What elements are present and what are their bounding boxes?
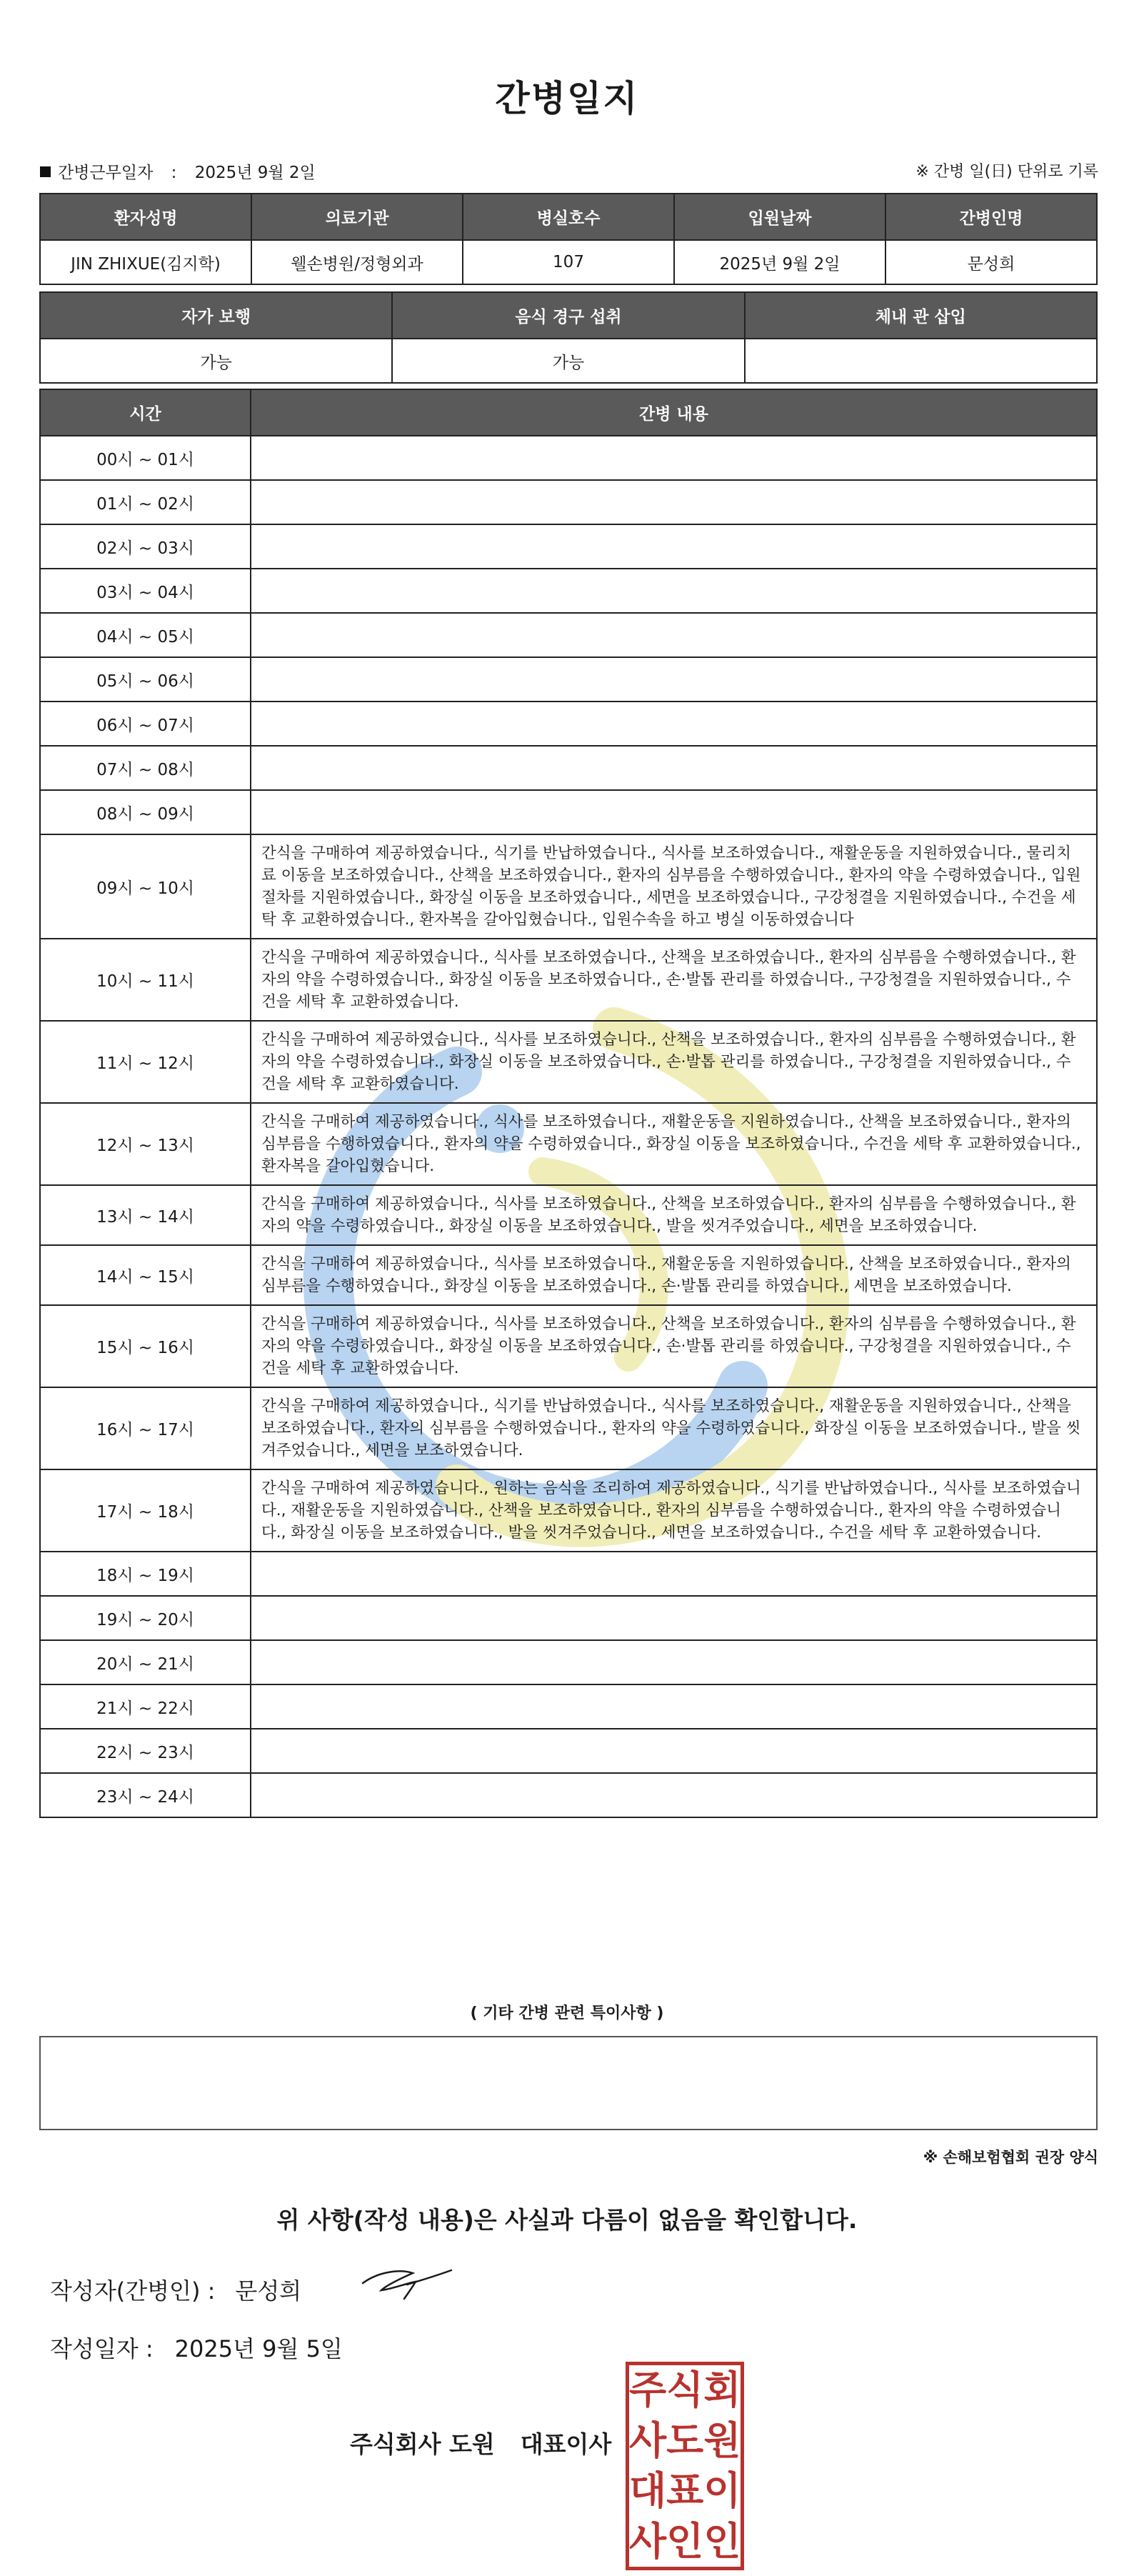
care-log-content: 간식을 구매하여 제공하였습니다., 식사를 보조하였습니다., 산책을 보조하였습니다., 환자의 심부름을 수행하였습니다., 환자의 약을 수령하였습니다., 화장실 이동을 보조하였습니다., 손·발톱 관리를 하였습니다., 구강청결을 지원하였습니다., 수건을 세탁 후 교환하였습니다. bbox=[251, 1305, 1097, 1387]
work-date-row bbox=[40, 159, 316, 183]
status-value-row bbox=[40, 339, 1097, 383]
patient-info-table bbox=[39, 193, 1098, 285]
care-log-time: 01시 ~ 02시 bbox=[40, 480, 251, 524]
care-log-content bbox=[251, 702, 1097, 746]
care-log-content bbox=[251, 657, 1097, 702]
care-log-content: 간식을 구매하여 제공하였습니다., 식사를 보조하였습니다., 재활운동을 지원하였습니다., 산책을 보조하였습니다., 환자의 심부름을 수행하였습니다., 화장실 이동을 보조하였습니다., 손·발톱 관리를 하였습니다., 세면을 보조하였습니다. bbox=[251, 1245, 1097, 1305]
care-log-time: 08시 ~ 09시 bbox=[40, 790, 251, 834]
care-log-time: 11시 ~ 12시 bbox=[40, 1021, 251, 1103]
header-caregiver: 간병인명 bbox=[885, 194, 1097, 240]
care-log-content bbox=[251, 1640, 1097, 1684]
care-log-time: 02시 ~ 03시 bbox=[40, 524, 251, 569]
care-log-content bbox=[251, 480, 1097, 524]
care-log-content: 간식을 구매하여 제공하였습니다., 식사를 보조하였습니다., 재활운동을 지원하였습니다., 산책을 보조하였습니다., 환자의 심부름을 수행하였습니다., 환자의 약을 수령하였습니다., 화장실 이동을 보조하였습니다., 수건을 세탁 후 교환하였습니다., 환자복을 갈아입혔습니다. bbox=[251, 1103, 1097, 1185]
care-log-content bbox=[251, 613, 1097, 657]
care-log-row bbox=[40, 569, 1097, 613]
care-log-row bbox=[40, 834, 1097, 939]
care-log-content bbox=[251, 569, 1097, 613]
self-walking-value: 가능 bbox=[40, 339, 392, 383]
care-log-content bbox=[251, 746, 1097, 790]
care-log-time: 22시 ~ 23시 bbox=[40, 1729, 251, 1773]
care-log-time: 05시 ~ 06시 bbox=[40, 657, 251, 702]
care-log-content bbox=[251, 1773, 1097, 1817]
header-patient-name: 환자성명 bbox=[40, 194, 251, 240]
care-log-row bbox=[40, 657, 1097, 702]
care-log-row bbox=[40, 1021, 1097, 1103]
caregiver-name: 문성희 bbox=[885, 240, 1097, 284]
care-log-row bbox=[40, 1773, 1097, 1817]
care-log-time: 21시 ~ 22시 bbox=[40, 1684, 251, 1729]
care-log-time: 09시 ~ 10시 bbox=[40, 834, 251, 939]
care-log-time: 10시 ~ 11시 bbox=[40, 939, 251, 1021]
author-label: 작성자(간병인) : bbox=[50, 2277, 216, 2305]
care-log-time: 04시 ~ 05시 bbox=[40, 613, 251, 657]
author-row bbox=[50, 2273, 301, 2306]
header-self-walking: 자가 보행 bbox=[40, 292, 392, 339]
care-log-time: 00시 ~ 01시 bbox=[40, 436, 251, 480]
care-log-content: 간식을 구매하여 제공하였습니다., 식기를 반납하였습니다., 식사를 보조하였습니다., 재활운동을 지원하였습니다., 물리치료 이동을 보조하였습니다., 산책을 보조하였습니다., 환자의 심부름을 수행하였습니다., 환자의 약을 수령하였습니다., 입원절차를 지원하였습니다., 화장실 이동을 보조하였습니다., 세면을 보조하였습니다., 구강청결을 지원하였습니다., 수건을 세탁 후 교환하였습니다., 환자복을 갈아입혔습니다., 입원수속을 하고 병실 이동하였습니다 bbox=[251, 834, 1097, 939]
admission-date: 2025년 9월 2일 bbox=[674, 240, 885, 284]
header-time: 시간 bbox=[40, 389, 251, 436]
care-log-row bbox=[40, 1552, 1097, 1596]
care-log-row bbox=[40, 1469, 1097, 1552]
company-title: 대표이사 bbox=[520, 2430, 612, 2458]
handwritten-signature bbox=[357, 2262, 457, 2305]
header-care-content: 간병 내용 bbox=[251, 389, 1097, 436]
page-title: 간병일지 bbox=[495, 78, 639, 119]
work-date-label: 간병근무일자 bbox=[58, 164, 154, 182]
bullet-square-icon bbox=[40, 166, 51, 177]
room-number: 107 bbox=[463, 240, 674, 284]
care-log-row bbox=[40, 1185, 1097, 1245]
care-log-table bbox=[39, 389, 1098, 1818]
status-header-row bbox=[40, 292, 1097, 339]
care-log-body bbox=[40, 436, 1097, 1817]
written-date-row bbox=[50, 2331, 343, 2364]
care-log-time: 18시 ~ 19시 bbox=[40, 1552, 251, 1596]
care-log-row bbox=[40, 1245, 1097, 1305]
care-log-row bbox=[40, 524, 1097, 569]
care-log-content bbox=[251, 436, 1097, 480]
author-name: 문성희 bbox=[235, 2277, 302, 2305]
care-log-content bbox=[251, 1596, 1097, 1640]
header-admission-date: 입원날짜 bbox=[674, 194, 885, 240]
care-log-content bbox=[251, 1684, 1097, 1729]
care-log-content bbox=[251, 1729, 1097, 1773]
care-log-time: 13시 ~ 14시 bbox=[40, 1185, 251, 1245]
patient-status-table bbox=[39, 291, 1098, 384]
care-log-time: 19시 ~ 20시 bbox=[40, 1596, 251, 1640]
oral-intake-value: 가능 bbox=[392, 339, 744, 383]
header-oral-intake: 음식 경구 섭취 bbox=[392, 292, 744, 339]
unit-note: ※ 간병 일(日) 단위로 기록 bbox=[915, 163, 1098, 181]
patient-name: JIN ZHIXUE(김지학) bbox=[40, 240, 251, 284]
care-log-content: 간식을 구매하여 제공하였습니다., 식사를 보조하였습니다., 산책을 보조하였습니다., 환자의 심부름을 수행하였습니다., 환자의 약을 수령하였습니다., 화장실 이동을 보조하였습니다., 손·발톱 관리를 하였습니다., 구강청결을 지원하였습니다., 수건을 세탁 후 교환하였습니다. bbox=[251, 1021, 1097, 1103]
care-log-time: 23시 ~ 24시 bbox=[40, 1773, 251, 1817]
notes-title: ( 기타 간병 관련 특이사항 ) bbox=[470, 2005, 664, 2022]
patient-info-value-row bbox=[40, 240, 1097, 284]
care-log-row bbox=[40, 480, 1097, 524]
company-signature-line bbox=[350, 2426, 611, 2460]
care-log-row bbox=[40, 1387, 1097, 1469]
work-date-separator: : bbox=[171, 164, 177, 182]
care-log-time: 12시 ~ 13시 bbox=[40, 1103, 251, 1185]
care-log-row bbox=[40, 1596, 1097, 1640]
confirmation-statement: 위 사항(작성 내용)은 사실과 다름이 없음을 확인합니다. bbox=[276, 2206, 858, 2234]
company-seal-stamp: 주 식 회 사 도 원 대 표 이 사 인 인 bbox=[626, 2362, 744, 2570]
care-log-content bbox=[251, 1552, 1097, 1596]
care-log-time: 17시 ~ 18시 bbox=[40, 1469, 251, 1552]
care-log-time: 14시 ~ 15시 bbox=[40, 1245, 251, 1305]
care-log-row bbox=[40, 939, 1097, 1021]
care-log-time: 16시 ~ 17시 bbox=[40, 1387, 251, 1469]
care-log-content bbox=[251, 790, 1097, 834]
care-log-row bbox=[40, 1684, 1097, 1729]
care-log-header-row bbox=[40, 389, 1097, 436]
header-tube-insertion: 체내 관 삽입 bbox=[745, 292, 1097, 339]
care-log-time: 15시 ~ 16시 bbox=[40, 1305, 251, 1387]
care-log-time: 07시 ~ 08시 bbox=[40, 746, 251, 790]
care-log-row bbox=[40, 436, 1097, 480]
tube-insertion-value bbox=[745, 339, 1097, 383]
care-log-time: 03시 ~ 04시 bbox=[40, 569, 251, 613]
company-name: 주식회사 도원 bbox=[350, 2430, 495, 2458]
care-log-row bbox=[40, 702, 1097, 746]
written-date-label: 작성일자 : bbox=[50, 2335, 154, 2362]
care-log-content: 간식을 구매하여 제공하였습니다., 식기를 반납하였습니다., 식사를 보조하였습니다., 재활운동을 지원하였습니다., 산책을 보조하였습니다., 환자의 심부름을 수행하였습니다., 환자의 약을 수령하였습니다., 화장실 이동을 보조하였습니다., 발을 씻겨주었습니다., 세면을 보조하였습니다. bbox=[251, 1387, 1097, 1469]
care-log-content: 간식을 구매하여 제공하였습니다., 식사를 보조하였습니다., 산책을 보조하였습니다., 환자의 심부름을 수행하였습니다., 환자의 약을 수령하였습니다., 화장실 이동을 보조하였습니다., 발을 씻겨주었습니다., 세면을 보조하였습니다. bbox=[251, 1185, 1097, 1245]
care-log-row bbox=[40, 1729, 1097, 1773]
care-log-row bbox=[40, 1640, 1097, 1684]
hospital-name: 웰손병원/정형외과 bbox=[251, 240, 463, 284]
care-log-row bbox=[40, 1305, 1097, 1387]
care-log-time: 20시 ~ 21시 bbox=[40, 1640, 251, 1684]
care-log-content: 간식을 구매하여 제공하였습니다., 원하는 음식을 조리하여 제공하였습니다., 식기를 반납하였습니다., 식사를 보조하였습니다., 재활운동을 지원하였습니다., 산책을 보조하였습니다., 환자의 심부름을 수행하였습니다., 환자의 약을 수령하였습니다., 화장실 이동을 보조하였습니다., 발을 씻겨주었습니다., 세면을 보조하였습니다., 수건을 세탁 후 교환하였습니다. bbox=[251, 1469, 1097, 1552]
care-log-content bbox=[251, 524, 1097, 569]
written-date-value: 2025년 9월 5일 bbox=[174, 2335, 343, 2362]
notes-box bbox=[39, 2036, 1098, 2130]
work-date-value: 2025년 9월 2일 bbox=[194, 164, 316, 182]
care-log-row bbox=[40, 613, 1097, 657]
care-log-time: 06시 ~ 07시 bbox=[40, 702, 251, 746]
care-log-content: 간식을 구매하여 제공하였습니다., 식사를 보조하였습니다., 산책을 보조하였습니다., 환자의 심부름을 수행하였습니다., 환자의 약을 수령하였습니다., 화장실 이동을 보조하였습니다., 손·발톱 관리를 하였습니다., 구강청결을 지원하였습니다., 수건을 세탁 후 교환하였습니다. bbox=[251, 939, 1097, 1021]
recommendation-note: ※ 손해보험협회 권장 양식 bbox=[923, 2149, 1098, 2166]
header-hospital: 의료기관 bbox=[251, 194, 463, 240]
header-room: 병실호수 bbox=[463, 194, 674, 240]
care-log-row bbox=[40, 746, 1097, 790]
patient-info-header-row bbox=[40, 194, 1097, 240]
care-log-row bbox=[40, 790, 1097, 834]
care-log-row bbox=[40, 1103, 1097, 1185]
